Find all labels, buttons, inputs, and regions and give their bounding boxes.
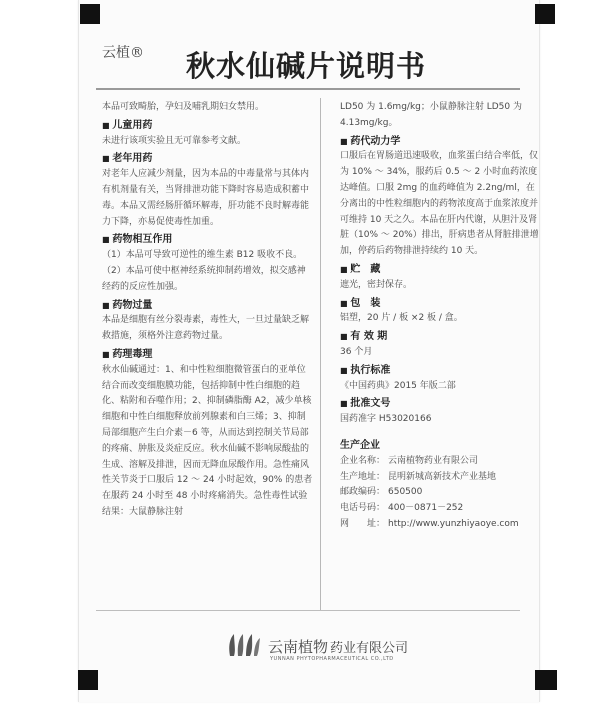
manufacturer-row: [340, 470, 540, 486]
section-paragraph: 铝塑，20 片 / 板 ×2 板 / 盒。: [340, 313, 463, 324]
right-sections: [340, 100, 540, 428]
manufacturer-rows: [340, 454, 540, 533]
manufacturer-title: 生产企业: [340, 439, 380, 451]
manufacturer-key: 企业名称：: [340, 455, 386, 466]
footer-divider: [96, 610, 520, 611]
manufacturer-value: http://www.yunzhiyaoye.com: [388, 518, 519, 529]
section-paragraph: 对老年人应减少剂量，因为本品的中毒量常与其体内有机剂量有关，当肾排泄功能下降时容易造成积蓄中毒。本品又需经肠肝循环解毒，肝功能不良时解毒能力下降，亦易促使毒性加重。: [102, 169, 310, 227]
section-paragraph: 36 个月: [340, 346, 373, 357]
section-heading: ■ 药物过量: [102, 298, 314, 314]
section-paragraph: 口服后在胃肠道迅速吸收，血浆蛋白结合率低，仅为 10% ～ 34%，服药后 0.5 ～ 2 小时血药浓度达峰值。口服 2mg 的血药峰值为 2.2ng/ml，在分离出的中性粒细胞内的药物浓度高于血浆浓度并可维持 10 天之久。本品在肝内代谢，从胆汁及肾脏（10% ～ 20%）排出，肝病患者从肾脏排泄增加，停药后药物排泄持续约 10 天。: [340, 151, 539, 257]
title-divider: [96, 88, 520, 90]
manufacturer-key: 网 址：: [340, 518, 386, 529]
section-heading: ■ 执行标准: [340, 363, 540, 379]
right-column: [340, 100, 540, 533]
section-paragraph: 遮光，密封保存。: [340, 279, 413, 290]
footer-english-name: YUNNAN PHYTOPHARMACEUTICAL CO.,LTD: [270, 656, 394, 662]
section-heading: ■ 贮 藏: [340, 262, 540, 278]
manufacturer-value: 400－0871－252: [388, 503, 464, 514]
section-paragraph: 国药准字 H53020166: [340, 414, 432, 425]
registration-mark-bottom-left: [78, 670, 98, 690]
manufacturer-key: 生产地址：: [340, 471, 386, 482]
section-paragraph: 本品可致畸胎，孕妇及哺乳期妇女禁用。: [102, 102, 265, 112]
manufacturer-value: 昆明新城高新技术产业基地: [388, 471, 497, 482]
section-paragraph: （1）本品可导致可逆性的维生素 B12 吸收不良。: [102, 250, 303, 261]
left-column: [102, 100, 314, 521]
manufacturer-row: [340, 501, 540, 517]
manufacturer-row: [340, 517, 540, 533]
section-heading: ■ 包 装: [340, 296, 540, 312]
manufacturer-key: 邮政编码：: [340, 487, 386, 498]
leaf-logo-icon: [226, 632, 262, 660]
section-heading: ■ 药代动力学: [340, 134, 540, 150]
manufacturer-row: [340, 454, 540, 470]
column-divider: [320, 98, 321, 610]
manufacturer-value: 650500: [388, 487, 423, 498]
manufacturer-value: 云南植物药业有限公司: [388, 455, 479, 466]
section-heading: ■ 批准文号: [340, 396, 540, 412]
section-paragraph: 《中国药典》2015 年版二部: [340, 380, 456, 391]
section-paragraph: LD50 为 1.6mg/kg；小鼠静脉注射 LD50 为 4.13mg/kg。: [340, 102, 522, 128]
manufacturer-row: [340, 485, 540, 501]
section-heading: ■ 儿童用药: [102, 118, 314, 134]
registration-mark-top-right: [535, 4, 555, 24]
footer-company-suffix: 药业有限公司: [330, 640, 409, 656]
section-heading: ■ 药物相互作用: [102, 232, 314, 248]
page-title: 秋水仙碱片说明书: [186, 49, 427, 83]
registration-mark-bottom-right: [535, 670, 557, 690]
section-paragraph: 本品是细胞有丝分裂毒素，毒性大，一旦过量缺乏解救措施，须格外注意药物过量。: [102, 315, 310, 342]
brand-mark: 云植®: [102, 45, 144, 61]
section-heading: ■ 药理毒理: [102, 347, 314, 363]
registration-mark-top-left: [80, 4, 100, 24]
section-paragraph: 秋水仙碱通过：1、和中性粒细胞微管蛋白的亚单位结合而改变细胞膜功能，包括抑制中性白细胞的趋化、粘附和吞噬作用；2、抑制磷脂酶 A2，减少单核细胞和中性白细胞释放前列腺素和白三烯；3、抑制局部细胞产生白介素－6 等，从而达到控制关节局部的疼痛、肿胀及炎症反应。秋水仙碱不影响尿酸盐的生成、溶解及排泄，因而无降血尿酸作用。急性痛风性关节炎于口服后 12 ～ 24 小时起效，90% 的患者在服药 24 小时至 48 小时疼痛消失。急性毒性试验结果：大鼠静脉注射: [102, 364, 313, 517]
section-heading: ■ 有 效 期: [340, 329, 540, 345]
footer-brand-name: 云南植物: [268, 637, 329, 656]
section-paragraph: 未进行该项实验且无可靠参考文献。: [102, 135, 247, 146]
section-paragraph: （2）本品可使中枢神经系统抑制药增效，拟交感神经药的反应性加强。: [102, 265, 306, 292]
manufacturer-block: [340, 438, 540, 533]
section-heading: ■ 老年用药: [102, 151, 314, 167]
manufacturer-key: 电话号码：: [340, 503, 386, 514]
